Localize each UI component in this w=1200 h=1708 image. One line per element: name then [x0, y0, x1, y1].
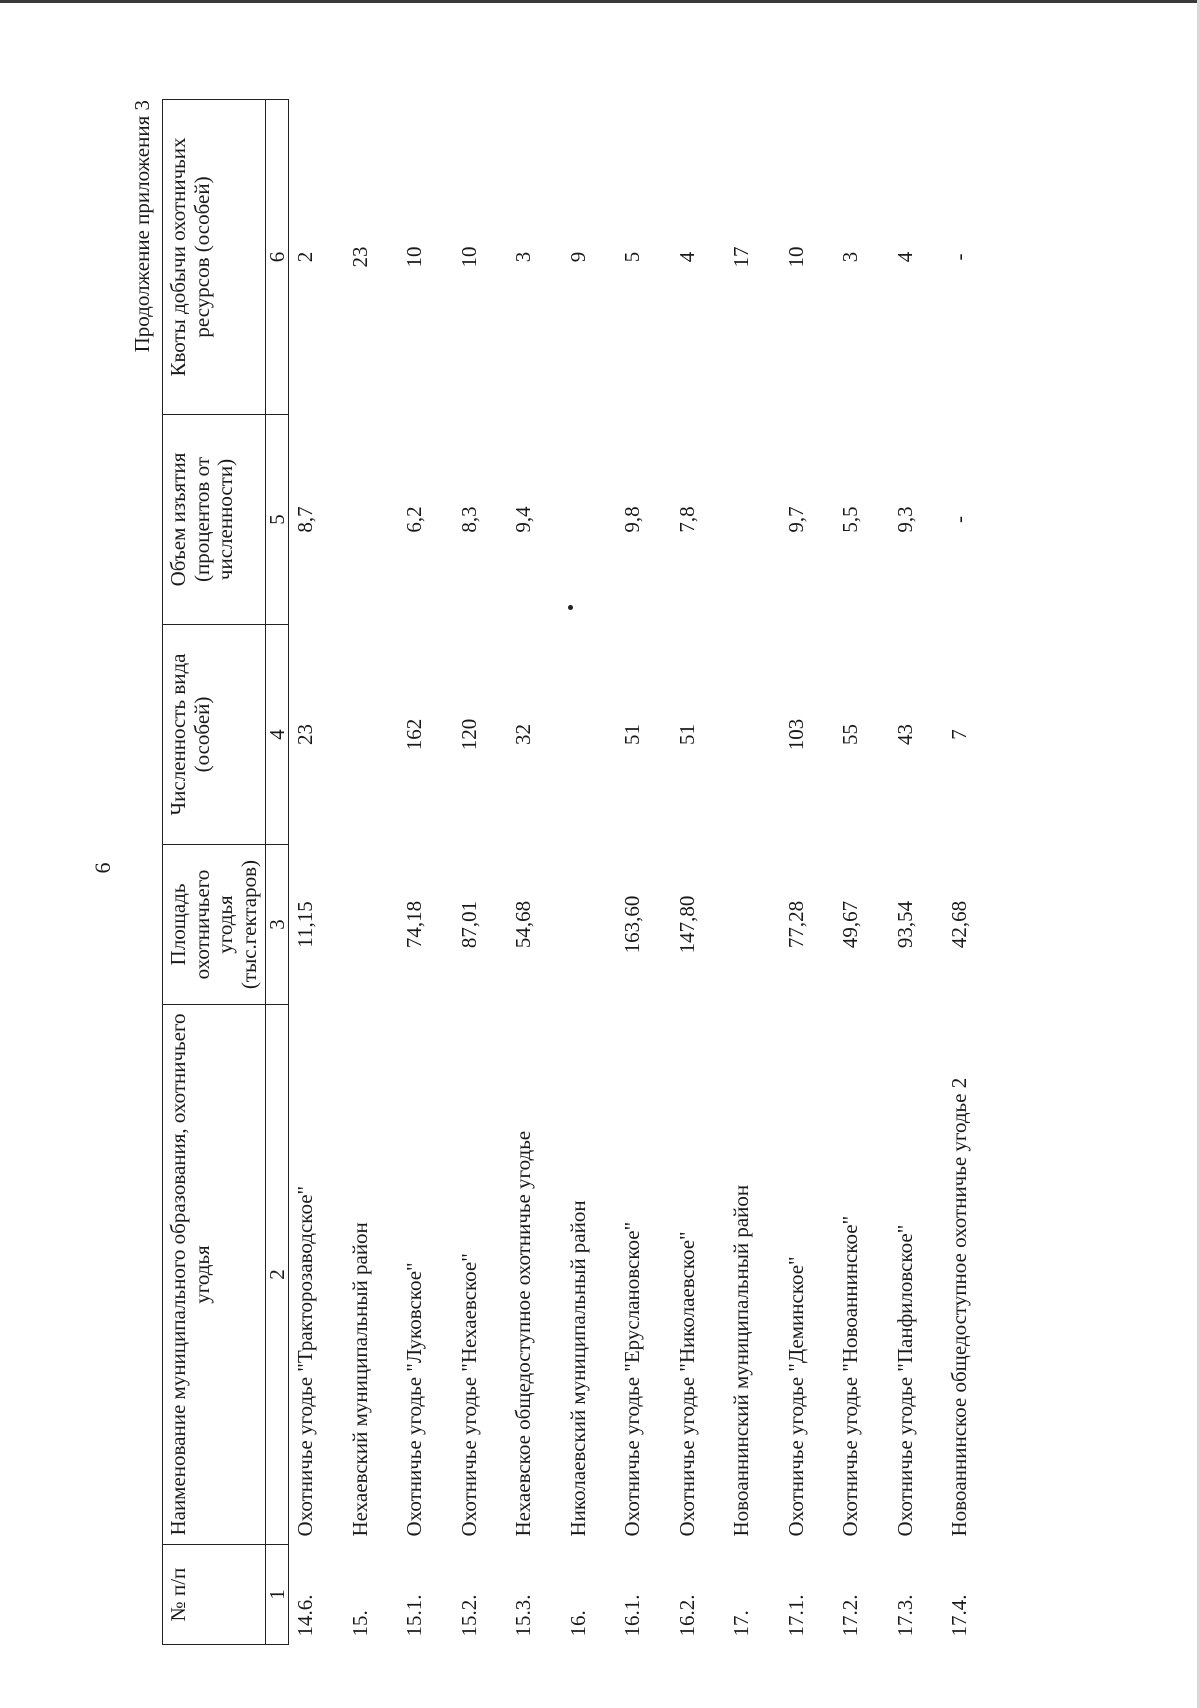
header-number: 3	[266, 845, 289, 1005]
row-area	[562, 845, 617, 1005]
header-number: 1	[266, 1545, 289, 1645]
header-col-count: Численность вида (особей)	[163, 625, 266, 845]
row-area: 54,68	[511, 900, 536, 949]
row-quota: 3	[511, 251, 536, 263]
header-number: 4	[266, 625, 289, 845]
row-name: Охотничье угодье "Тракторозаводское"	[293, 1185, 318, 1537]
row-count: 23	[293, 724, 318, 745]
row-name: Нехаевский муниципальный район	[347, 1222, 372, 1537]
row-quota: 2	[293, 251, 318, 263]
table-row	[943, 100, 998, 1645]
header-number: 6	[266, 100, 289, 415]
row-quota: 9	[565, 251, 590, 263]
row-area: 74,18	[402, 900, 427, 949]
header-col-percent: Объем изъятия (процентов от численности)	[163, 415, 266, 625]
row-quota: -	[947, 253, 972, 261]
row-quota: 10	[402, 246, 427, 268]
row-number: 15.1.	[402, 1594, 427, 1637]
header-row	[163, 100, 266, 1645]
row-percent: 8,7	[293, 506, 318, 533]
table-row	[671, 100, 726, 1645]
row-number: 16.	[565, 1610, 590, 1637]
header-number: 2	[266, 1005, 289, 1545]
row-percent	[562, 415, 617, 625]
row-area: 87,01	[456, 900, 481, 949]
header-col-area: Площадь охотничьего угодья (тыс.гектаров)	[163, 845, 266, 1005]
table-row	[889, 100, 944, 1645]
quota-table	[162, 99, 998, 1645]
table-row	[562, 100, 617, 1645]
row-quota: 4	[674, 251, 699, 263]
row-count: 43	[892, 724, 917, 745]
row-area	[344, 845, 399, 1005]
row-quota: 17	[729, 246, 754, 268]
row-area: 49,67	[838, 900, 863, 949]
header-number: 5	[266, 415, 289, 625]
row-number: 14.6.	[293, 1594, 318, 1637]
row-count: 162	[402, 718, 427, 751]
row-count: 7	[947, 729, 972, 740]
row-percent: 9,4	[511, 506, 536, 533]
row-name: Нехаевское общедоступное охотничье угодье	[511, 1130, 536, 1537]
row-name: Охотничье угодье "Нехаевское"	[456, 1253, 481, 1537]
row-area: 77,28	[783, 900, 808, 949]
row-area: 11,15	[293, 901, 318, 948]
scan-top-edge	[0, 0, 1200, 3]
rotated-page	[80, 60, 1120, 1650]
row-count: 55	[838, 724, 863, 745]
table-row	[725, 100, 780, 1645]
header-col-quota: Квоты добычи охотничьих ресурсов (особей)	[163, 100, 266, 415]
row-quota: 10	[783, 246, 808, 268]
row-quota: 23	[347, 246, 372, 268]
row-number: 17.3.	[892, 1594, 917, 1637]
row-name: Николаевский муниципальный район	[565, 1200, 590, 1537]
row-name: Охотничье угодье "Новоаннинское"	[838, 1215, 863, 1537]
row-percent: 6,2	[402, 506, 427, 533]
row-number: 17.1.	[783, 1594, 808, 1637]
row-number: 17.4.	[947, 1594, 972, 1637]
row-name: Охотничье угодье "Луковское"	[402, 1262, 427, 1537]
row-area: 147,80	[674, 895, 699, 954]
row-count: 103	[783, 718, 808, 751]
header-col-name: Наименование муниципального образования, охотничьего угодья	[163, 1005, 266, 1545]
header-col-number: № п/п	[163, 1545, 266, 1645]
row-number: 16.1.	[620, 1594, 645, 1637]
table-row	[453, 100, 508, 1645]
continuation-label: Продолжение приложения 3	[130, 100, 154, 353]
row-number: 15.	[347, 1610, 372, 1637]
row-percent: 7,8	[674, 506, 699, 533]
row-area: 93,54	[892, 900, 917, 949]
row-area: 163,60	[620, 895, 645, 954]
row-count: 51	[620, 724, 645, 745]
row-quota: 3	[838, 251, 863, 263]
row-count	[562, 625, 617, 845]
row-number: 15.2.	[456, 1594, 481, 1637]
row-name: Охотничье угодье "Панфиловское"	[892, 1224, 917, 1537]
header-number-row	[266, 100, 289, 1645]
table-row	[780, 100, 835, 1645]
row-quota: 4	[892, 251, 917, 263]
row-percent	[725, 415, 780, 625]
row-percent: 8,3	[456, 506, 481, 533]
row-name: Новоаннинское общедоступное охотничье угодье 2	[947, 1077, 972, 1537]
row-percent	[344, 415, 399, 625]
row-number: 15.3.	[511, 1594, 536, 1637]
row-number: 17.2.	[838, 1594, 863, 1637]
row-quota: 5	[620, 251, 645, 263]
row-quota: 10	[456, 246, 481, 268]
row-percent: 5,5	[838, 506, 863, 533]
row-name: Охотничье угодье "Николаевское"	[674, 1231, 699, 1537]
row-name: Охотничье угодье "Еруслановское"	[620, 1221, 645, 1537]
row-count: 51	[674, 724, 699, 745]
row-number: 17.	[729, 1610, 754, 1637]
table-row	[616, 100, 671, 1645]
table-row	[507, 100, 562, 1645]
table-row	[834, 100, 889, 1645]
row-count: 32	[511, 724, 536, 745]
row-percent: 9,7	[783, 506, 808, 533]
row-count	[344, 625, 399, 845]
row-area	[725, 845, 780, 1005]
row-name: Новоаннинский муниципальный район	[729, 1184, 754, 1537]
row-number: 16.2.	[674, 1594, 699, 1637]
row-percent: 9,3	[892, 506, 917, 533]
table-row	[289, 100, 344, 1645]
table-row	[344, 100, 399, 1645]
page-number: 6	[90, 862, 115, 874]
row-name: Охотничье угодье "Деминское"	[783, 1256, 808, 1537]
row-percent: 9,8	[620, 506, 645, 533]
row-count: 120	[456, 718, 481, 751]
row-count	[725, 625, 780, 845]
table-row	[398, 100, 453, 1645]
row-percent: -	[947, 516, 972, 523]
row-area: 42,68	[947, 900, 972, 949]
